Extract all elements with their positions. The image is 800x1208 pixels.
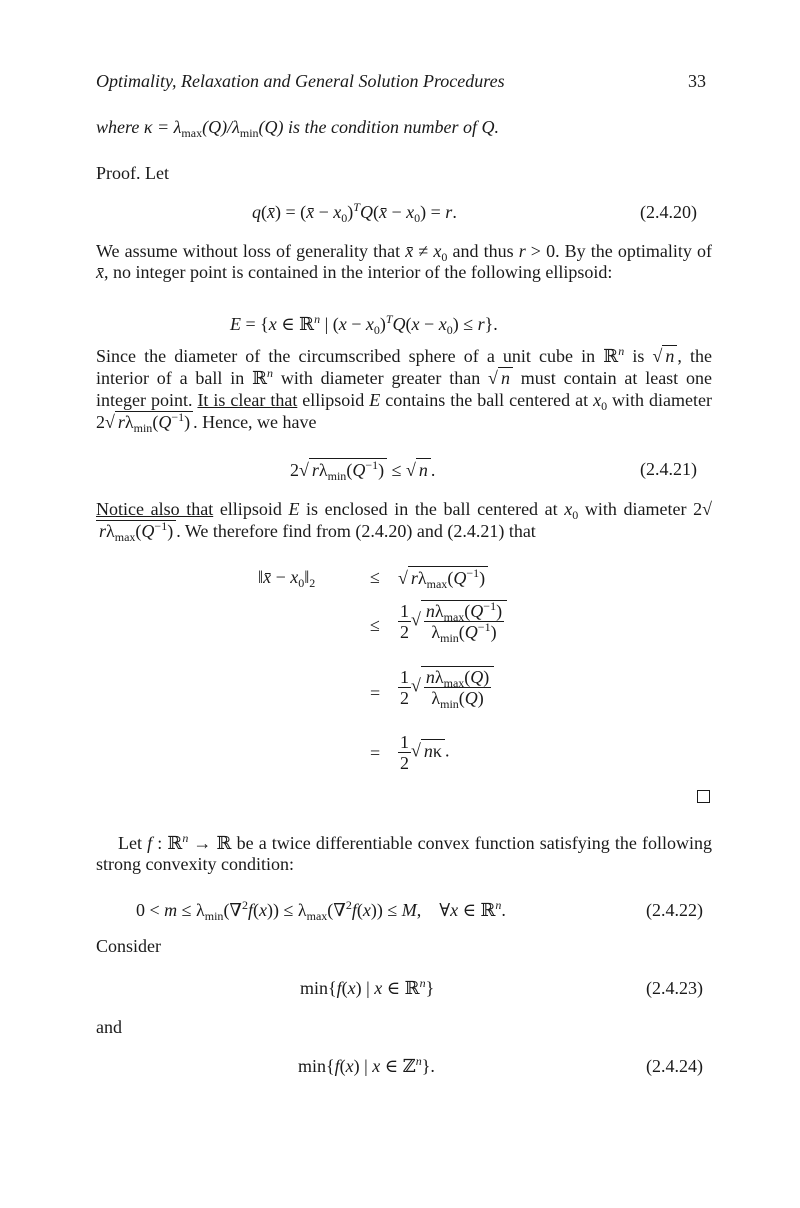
chain-rhs-1: √ $r\lambda_{max}(Q^{-1})$ [398, 566, 488, 589]
running-header-title: Optimality, Relaxation and General Solution Procedures [96, 71, 505, 91]
paragraph-assumption: We assume without loss of generality that x̄ ≠ $x_0$ and thus r > 0. By the optimality of x̄, no integer point is contained in the interior of the following ellipsoid: [96, 241, 712, 283]
equation-2-4-21: 2√ $r\lambda_{min}(Q^{-1})$ ≤ √ n . [290, 458, 436, 483]
chain-rhs-3: $\frac{1}{2}$ √ $\frac{n\lambda_{max}(Q)}{\lambda_{min}(Q)}$ [398, 666, 494, 708]
equation-number: (2.4.21) [640, 459, 697, 479]
theorem-tail: where $\kappa = \lambda_{max}(Q)/\lambda_{min}(Q)$ is the condition number of Q. [96, 117, 500, 140]
chain-rel-4: = [370, 743, 381, 763]
equation-2-4-20: q(x̄) = (x̄ − $x_0)^TQ(x̄ - x_0) = r$. [252, 200, 457, 225]
page-number: 33 [688, 71, 706, 91]
chain-rel-2: ≤ [370, 615, 380, 635]
equation-number: (2.4.20) [640, 202, 697, 222]
equation-number: (2.4.24) [646, 1056, 703, 1076]
equation-2-4-22: $0 < m \le \lambda_{min}(\nabla^2f(x)) \le \lambda_{max}(\nabla^2f(x)) \le M$, ∀x ∈ ℝ$^n$. [136, 898, 506, 923]
equation-ellipsoid: E = {x ∈ ℝ$^n$ | $(x - x_0)^TQ(x - x_0) \le r$}. [230, 312, 498, 337]
paragraph-enclosed: Notice also that ellipsoid E is enclosed in the ball centered at $x_0$ with diameter $2√r\lambda_{max}(Q^{-1})$ . We therefore find from (2.4.20) and (2.4.21) that [96, 499, 712, 545]
chain-rel-3: = [370, 683, 381, 703]
consider-text: Consider [96, 936, 161, 956]
equation-2-4-24: min{f(x) | x ∈ ℤ$^n$}. [298, 1054, 435, 1076]
paragraph-convexity: Let f : ℝ$^n$ → ℝ be a twice differentiable convex function satisfying the following strong convexity condition: [96, 831, 712, 875]
equation-number: (2.4.23) [646, 978, 703, 998]
chain-rhs-4: $\frac{1}{2}$ √ nκ . [400, 732, 450, 773]
qed-box-icon [697, 790, 710, 803]
chain-lhs: ‖x̄ − $x_0‖_2$ [258, 567, 316, 590]
paragraph-sphere: Since the diameter of the circumscribed sphere of a unit cube in ℝ$^n$ is √ n , the interior of a ball in ℝ$^n$ with diameter greater than √ n must contain at least one integer point. It is clear that ellipsoid E contains the ball centered at $x_0$ with diameter 2√ $r\lambda_{min}(Q^{-1})$ . Hence, we have [96, 344, 712, 436]
proof-start: Proof. Let [96, 163, 169, 183]
and-text: and [96, 1017, 122, 1037]
equation-number: (2.4.22) [646, 900, 703, 920]
equation-2-4-23: min{f(x) | x ∈ ℝ$^n$} [300, 976, 435, 998]
chain-rel-1: ≤ [370, 567, 380, 587]
chain-rhs-2: $\frac{1}{2}$ √ $\frac{n\lambda_{max}(Q^{-1})}{\lambda_{min}(Q^{-1})}$ [398, 600, 507, 642]
